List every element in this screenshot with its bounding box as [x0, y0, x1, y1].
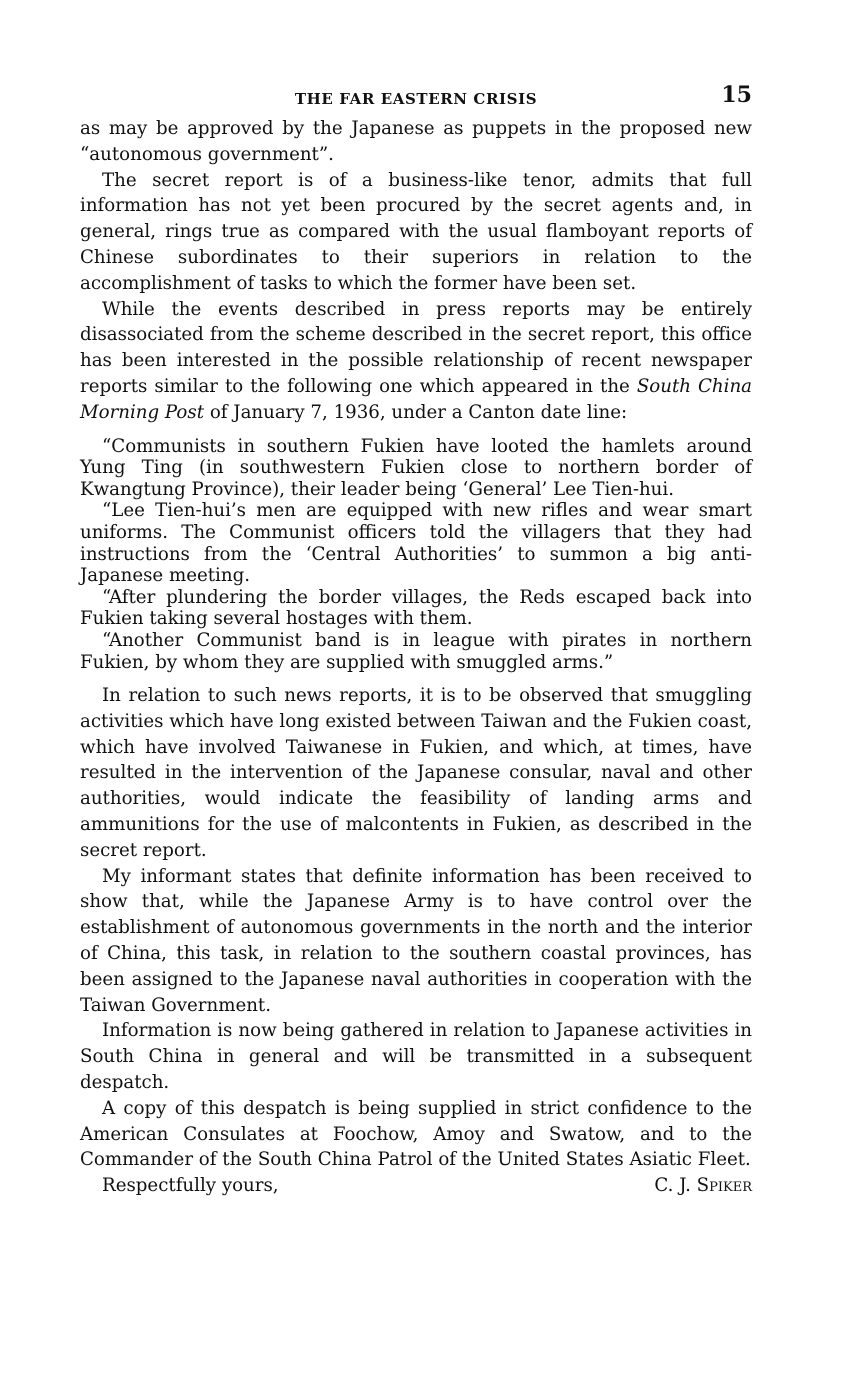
quote-paragraph: “Another Communist band is in league with pirates in northern Fukien, by whom they are supplied with smuggled arms.” [80, 629, 752, 673]
salutation: Respectfully yours, [102, 1175, 279, 1197]
paragraph: Information is now being gathered in relation to Japanese activities in South China in general and will be transmitted in a subsequent despatch. [80, 1020, 752, 1094]
quote-paragraph: “Lee Tien-hui’s men are equipped with new rifles and wear smart uniforms. The Communist officers told the villagers that they had instructions from the ‘Central Authorities’ to summon a big anti-Japanese meeting. [80, 500, 752, 587]
page-number: 15 [721, 82, 752, 108]
body-text-bottom [80, 683, 752, 1173]
quote-paragraph: “After plundering the border villages, the Reds escaped back into Fukien taking several hostages with them. [80, 586, 752, 630]
signature: C. J. Spiker [654, 1175, 752, 1197]
paragraph: A copy of this despatch is being supplied in strict confidence to the American Consulates at Foochow, Amoy and Swatow, and to the Commander of the South China Patrol of the United States Asiatic Fleet. [80, 1097, 752, 1171]
running-header [80, 82, 752, 116]
closing-block [80, 1173, 752, 1201]
paragraph-text: of January 7, 1936, under a Canton date line: [204, 401, 628, 423]
paragraph: My informant states that definite information has been received to show that, while the Japanese Army is to have control over the establishment of autonomous governments in the north and the interior of China, this task, in relation to the southern coastal provinces, has been assigned to the Japanese naval authorities in cooperation with the Taiwan Government. [80, 865, 752, 1016]
quote-paragraph: “Communists in southern Fukien have looted the hamlets around Yung Ting (in southwestern Fukien close to northern border of Kwangtung Province), their leader being ‘General’ Lee Tien-hui. [80, 435, 752, 500]
paragraph-continuation: as may be approved by the Japanese as puppets in the proposed new “autonomous government”. [80, 118, 752, 165]
body-text-top [80, 116, 752, 426]
paragraph-text: While the events described in press reports may be entirely disassociated from the scheme described in the secret report, this office has been interested in the possible relationship of recent newspaper reports similar to the following one which appeared in the [80, 298, 752, 397]
paragraph-with-citation [80, 297, 752, 426]
newspaper-title: South China Morning Post [80, 375, 753, 423]
paragraph: The secret report is of a business-like tenor, admits that full information has not yet been procured by the secret agents and, in general, rings true as compared with the usual flamboyant reports of Chinese subordinates to their superiors in relation to the accomplishment of tasks to which the former have been set. [80, 169, 752, 294]
paragraph: In relation to such news reports, it is to be observed that smuggling activities which have long existed between Taiwan and the Fukien coast, which have involved Taiwanese in Fukien, and which, at times, have resulted in the intervention of the Japanese consular, naval and other authorities, would indicate the feasibility of landing arms and ammunitions for the use of malcontents in Fukien, as described in the secret report. [80, 685, 752, 861]
running-title: THE FAR EASTERN CRISIS [294, 90, 538, 108]
document-page [80, 82, 752, 1201]
block-quote [80, 436, 752, 674]
